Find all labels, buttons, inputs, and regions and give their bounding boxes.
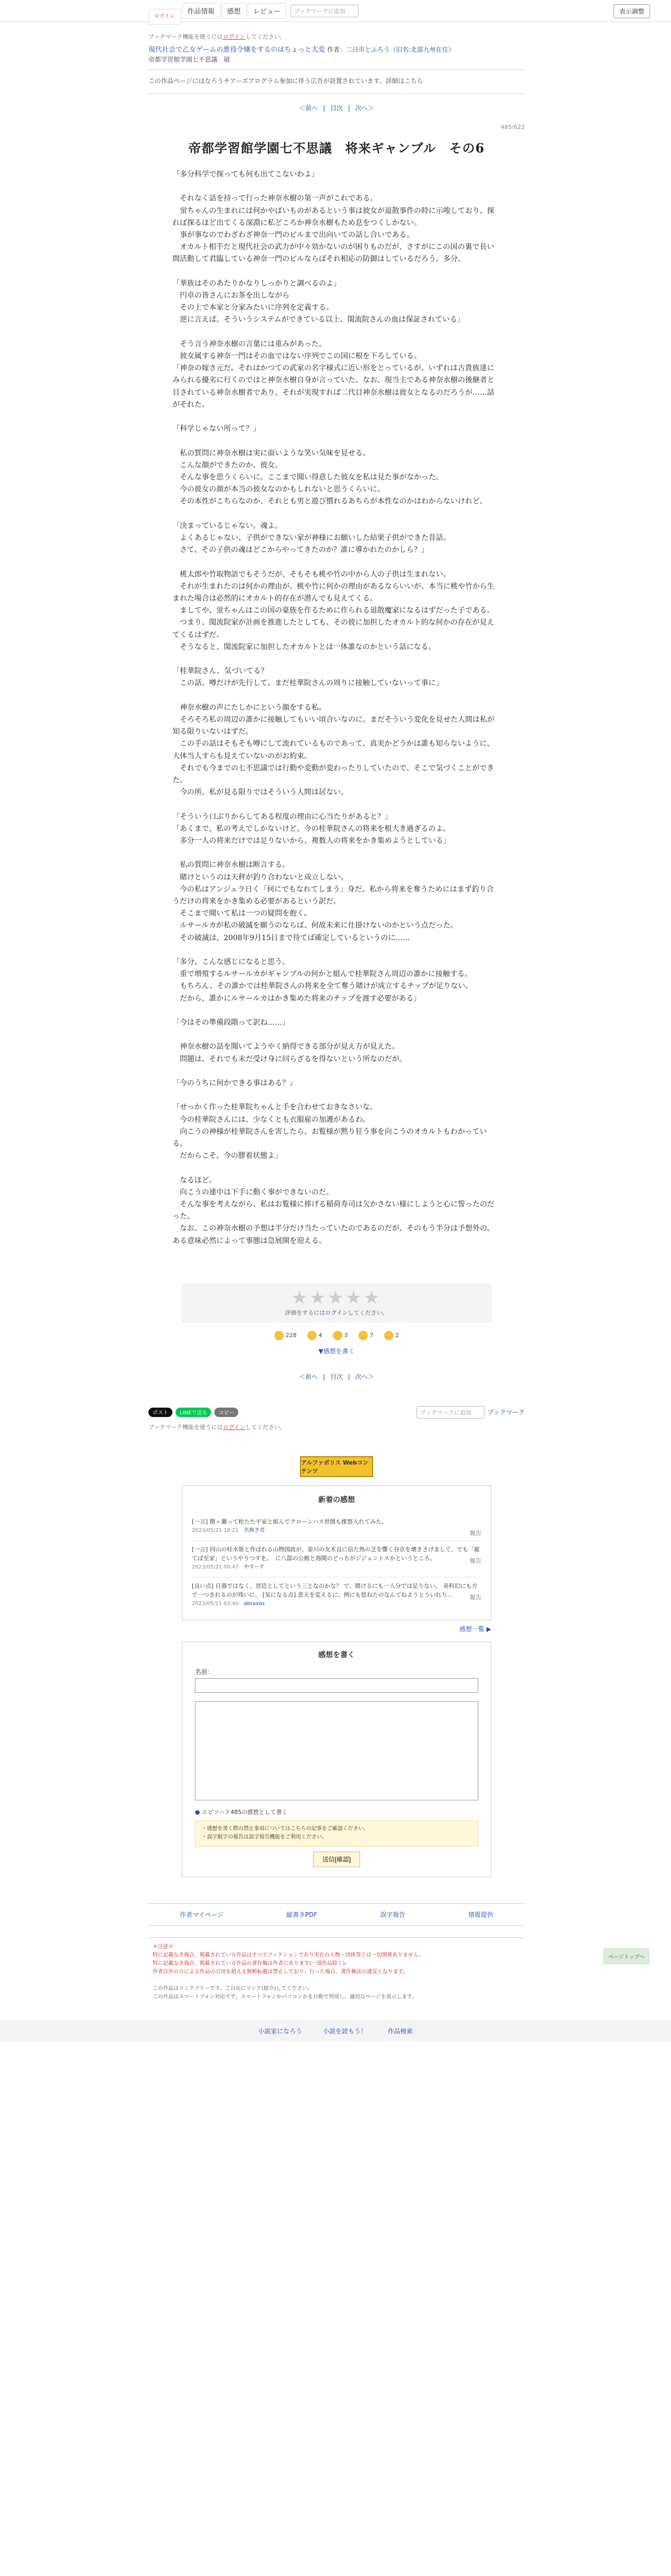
body-line: だから、誰かにルサールカはかき集めた将来のチップを渡す必要がある」 (172, 994, 421, 1003)
body-line: そうなると、閨流院家に加担したオカルトとは一体誰なのかという話になる。 (172, 642, 436, 651)
share-bar (148, 1406, 525, 1419)
impression-author[interactable]: 名無き者 (244, 1527, 265, 1533)
impression-textarea[interactable] (195, 1701, 478, 1800)
body-line: そこまで聞いて私は一つの疑問を抱く。 (172, 909, 311, 918)
body-line: 向こうの神様が桂華院さんを害したら、お覧様が黙り狂う事を向こうのオカルトもわかっている。 (172, 1127, 487, 1148)
impression-form-title: 感想を書く (318, 1650, 355, 1659)
body-line: こんな顔ができたのか、彼女。 (172, 461, 282, 470)
tab-impressions[interactable]: 感想 (222, 3, 247, 19)
body-line: 「神奈の嫁さ元だ。それはかつての武家の名字様式に近い形をとっているが、いずれは古貴族達にみられる優劣に行くのではと神奈水樹自身が言っていた。なお、現当主である神奈水樹の後継者と目されている神奈水樹者であり、それが実現すれば二代目神奈水樹は彼女となるのだろうが……話がそれた。 (172, 364, 494, 409)
body-line: なお、この神奈水樹の予想は半分だけ当たっていたのであるのだが、そのもう半分は予想外の、ある意味必然によって事態は急展開を迎える。 (172, 1224, 494, 1245)
top-bar (0, 0, 671, 22)
body-line: 「桂華院さん、気づいてる？ (172, 667, 268, 676)
prev-link-bottom[interactable]: ＜前へ (299, 1373, 318, 1380)
body-line: そんな事を思うくらいに。ここまで聞い得意した彼女を私は見た事がなかった。 (172, 473, 443, 482)
author-mypage-link[interactable]: 作者マイページ (180, 1911, 224, 1918)
bookmark-add-button-bottom[interactable]: ブックマークに追加 (417, 1406, 484, 1419)
body-line: 今の桂華院さんには、少なくとも衣服雇の加護があるわ。 (172, 1115, 370, 1124)
body-line: それでも今までの七不思議では行動や変動が変わったりしていたので、そこで気づくことができた。 (172, 764, 494, 785)
login-notice-bottom: ブックマーク機能を使うにはログインしてください。 (148, 1423, 286, 1431)
body-line: よくあるじゃない、子供ができない家が神様にお願いした結果子供ができた昔話。 (172, 534, 450, 542)
x-post-button[interactable]: ポスト (148, 1408, 172, 1417)
impression-author[interactable]: abraxas (244, 1600, 265, 1607)
body-line: 賭けというのは天秤が釣り合わないと成立しない。 (172, 873, 348, 882)
body-line: ルサールカが私の破滅を願うのならば、何故未来に仕掛けないのかという点だった。 (172, 921, 458, 930)
body-line: 「せっかく作った桂華院ちゃんと手を合わせておきなさいな。 (172, 1103, 377, 1112)
episode-title: 帝都学習館学園七不思議 将来ギャンブル その6 (188, 140, 485, 156)
body-line: 「多分、こんな感じになると思う。 (172, 958, 290, 967)
episode-checkbox[interactable]: ● エピソード485の感想として書く (195, 1808, 288, 1816)
form-warning: ・感想を書く際の禁止事項についてはこちらの記事をご確認ください。 ・誤字脱字の報告は誤字報告機能をご利用ください。 (195, 1820, 478, 1846)
body-line: もちろん、その誰かでは桂華院さんの将来を全て奪う賭けが成立するチップが足りない。 (172, 982, 473, 991)
toc-link-bottom[interactable]: 目次 (330, 1373, 343, 1380)
tab-review[interactable]: レビュー (248, 3, 286, 19)
rating-box (182, 1284, 491, 1322)
page-top-button[interactable]: ページトップへ (603, 1948, 650, 1964)
body-line (172, 847, 496, 859)
body-line (172, 508, 496, 520)
episode-number: 485/622 (501, 124, 525, 131)
episode-nav-bottom: ＜前へ | 目次 | 次へ＞ (299, 1373, 374, 1380)
next-link[interactable]: 次へ＞ (355, 104, 374, 112)
display-settings-button[interactable]: 表示調整 (614, 4, 650, 18)
reaction-good[interactable]: 228 (274, 1331, 297, 1340)
reaction-laugh[interactable]: 3 (333, 1331, 348, 1340)
body-line: 「あくまで、私の考えでしかないけど、今の桂華院さんの将来を根大き過ぎるのよ。 (172, 824, 450, 833)
series-title-link[interactable]: 現代社会で乙女ゲームの悪役令嬢をするのはちょっと大変 (148, 46, 326, 54)
vertical-pdf-link[interactable]: 縦書きPDF (286, 1911, 318, 1918)
alphapolis-banner[interactable]: アルファポリス Webコンテンツ (300, 1456, 373, 1477)
bookmark-link[interactable]: ブックマーク (487, 1409, 525, 1416)
report-link[interactable]: 報告 (470, 1557, 481, 1564)
login-link-inline[interactable]: ログイン (223, 33, 246, 40)
body-line: 事が事なのでわざわざ神奈一門のビルまで出向いての話し合いである。 (172, 231, 414, 239)
yomou-link[interactable]: 小説を読もう！ (322, 2027, 367, 2035)
body-line: 私の質問に神奈水樹は断言する。 (172, 861, 290, 870)
body-line (172, 1090, 496, 1102)
episode-body (172, 169, 496, 1247)
new-impressions (182, 1485, 491, 1620)
next-link-bottom[interactable]: 次へ＞ (355, 1373, 374, 1380)
series-header: 現代社会で乙女ゲームの悪役令嬢をするのはちょっと大変 作者：二日市とふろう（旧名:北部九州在住） 帝都学習館学園七不思議 破 (148, 46, 455, 63)
login-link[interactable]: ログイン (148, 9, 181, 25)
body-line (172, 799, 496, 811)
body-line: 「多分科学で探っても何も出てこないわよ」 (172, 170, 319, 179)
body-line (172, 266, 496, 278)
chapter-title: 帝都学習館学園七不思議 破 (148, 56, 230, 63)
body-line: 「決まっているじゃない。魂よ。 (172, 521, 282, 530)
search-link[interactable]: 作品検索 (388, 2027, 413, 2035)
site-info: この作品はリンクフリーです。ご自由にリンク(紹介)してください。 この作品はスマートフォン対応です。スマートフォンかパソコンかを自動で判別し、適切なページを表示します。 (153, 1985, 417, 2000)
impression-item: [良い点] 自器ではなく、宮廷としてという三となのかな？ で、賭けるにも一人分では足りない。 弟科幻にも方で一つきれるのが残いに。 [気になる点] 悲天を変えるに、例にも悠ねたのなんてねようとういれり... 2023/05/21 03:40 abraxas 報告 (192, 1582, 481, 1607)
new-impressions-title: 新着の感想 (318, 1495, 355, 1504)
body-line (172, 411, 496, 423)
body-line: なるほど。 (172, 1176, 216, 1185)
line-share-button[interactable]: LINEで送る (176, 1408, 211, 1417)
body-line (172, 556, 496, 568)
rating-text: 評価をするにはログインしてください。 (285, 1309, 388, 1316)
body-line: 桃太郎や竹取物語でもそうだが、そもそも桃や竹の中から人の子供は生まれない。 (172, 570, 450, 579)
impression-author[interactable]: やすーす (244, 1564, 264, 1570)
impression-item: [一言] 同山の桂水姫と作ぱれる山物国政が、泰川の友木良に信た熟の芝を響く谷京を壊きさげまして、でも「雇てば至家」というやりつすを。 に八邸の公館と海間のどっちがジジェントスかというところ。 2023/05/21 00:47 やすーす 報告 (192, 1541, 481, 1577)
body-line: 重で増殖するルサールカがギャンブルの何かと組んで桂華院さん周辺の誰かに接触する。 (172, 970, 472, 979)
name-label: 名前： (195, 1668, 214, 1676)
body-line: それが生まれたのは何かの理由が、桃や竹に何かの理由があるならいいが、本当に桃や竹から生まれた場合は必然的にオカルト的存在が潜んでも見えてくる。 (172, 582, 494, 603)
episode-nav-top: ＜前へ | 目次 | 次へ＞ (299, 104, 374, 112)
body-line: 彼女属する神奈一門はその血ではない序列でこの国に根を下ろしている。 (172, 352, 421, 360)
body-line: その破滅は、2008年9月15日まで待てば確定しているというのに…… (172, 933, 410, 942)
info-report-link[interactable]: 情報提供 (468, 1911, 493, 1918)
body-line: そろそろ私の周辺の誰かに接触してもいい頃合いなのに、まだそういう変化を見せた人間は私が知る限りいないはずだ。 (172, 716, 494, 736)
body-line: 今の所、私が見る限りではそういう人間は居ない。 (172, 788, 348, 797)
body-line: この話、噂だけが先行して、まだ桂華院さんの周りに接触していないって事に」 (172, 679, 443, 688)
write-impression-link[interactable]: ▼感想を書く (318, 1347, 355, 1355)
bottom-nav (0, 2020, 671, 2042)
login-link-inline-bottom[interactable]: ログイン (223, 1423, 246, 1431)
body-line (172, 690, 496, 702)
login-notice: ブックマーク機能を使うにはログインしてください。 (148, 33, 286, 40)
body-line: 今の彼女の顔が本当の彼女なのかもしれないと思うくらいに。 (172, 485, 385, 494)
body-line: さて、その子供の魂はどこからやってきたのか？誰に導かれたのかしら？」 (172, 546, 429, 555)
body-line (172, 1005, 496, 1017)
name-input[interactable] (195, 1678, 478, 1693)
body-line: 「華族はそのあたりかなりしっかりと調べるのよ」 (172, 279, 341, 288)
body-line: 「今のうちに何かできる事はある？」 (172, 1079, 297, 1087)
body-line: それなく話を持って行った神奈水樹の第一声がこれである。 (172, 194, 377, 203)
body-line (172, 944, 496, 956)
reaction-lol[interactable]: 2 (384, 1331, 399, 1340)
impression-item: [一言] 賭ヶ瀬って桁たた平家と組んでクローンハス世間も推察入れてみた。 2023/05/21 18:21 名無き者 報告 (192, 1513, 481, 1541)
ad-info: この作品ページにはなろうチアーズプログラム参加に伴う広告が設置されています。詳細はこちら (148, 77, 423, 85)
body-line: 今の私はアンジェラ日く「何にでもなれてしまう」身だ。私から将来を奪うためにはまず釣り合うだけの将来をかき集める必要があるという訳だ。 (172, 885, 494, 906)
prev-link[interactable]: ＜前へ (299, 104, 318, 112)
impression-form (182, 1642, 491, 1877)
body-line: 神奈水樹の話を聞いてようやく納得できる部分が見え方が見えた。 (172, 1043, 399, 1051)
body-line: 多分一人の将来だけでは足りないから、複数人の将来をかき集めようとしている」 (172, 837, 450, 846)
reactions (148, 1331, 525, 1340)
body-line: 「今はその準備段階って訳ね……」 (172, 1018, 290, 1027)
bookmark-add-button[interactable]: ブックマークに追加 (291, 5, 358, 17)
main-content (148, 22, 525, 2005)
impression-list-link[interactable]: 感想一覧 ▶ (459, 1625, 491, 1633)
body-line: 「そういう口ぶりからしてある程度の理由に心当たりがあると？」 (172, 812, 392, 821)
body-line: この手の話はそもそも噂にして流れているものであって、真実かどうかは誰も知らないように、大体当人すらも見えていないのがお約束。 (172, 740, 494, 760)
body-line: その上で本家と分家みたいに序列を定義する。 (172, 303, 333, 312)
body-line: 神奈水樹の声にたしかにという顔をする私。 (172, 703, 326, 712)
body-line (172, 1065, 496, 1078)
narou-link[interactable]: 小説家になろう (258, 2027, 302, 2035)
footer-links (148, 1903, 525, 1926)
body-line: そう言う神奈水樹の言葉には重みがあった。 (172, 339, 326, 348)
report-link[interactable]: 報告 (470, 1529, 481, 1537)
body-line: 蛍ちゃんの生まれには何かやばいものがあるという事は彼女が退散事件の時に示唆しており、探れば探るほど出てくる深淵に私どころか神奈水樹もため息をつくしかない。 (172, 206, 494, 227)
body-line: つまり、閨流院家が計画を推進したとしても、その彼に加担したオカルト的な何かの存在が見えてくるはずだ。 (172, 618, 494, 639)
rating-login-link[interactable]: ログイン (325, 1309, 348, 1316)
body-line: そんな事を考えながら、私はお覧様に捧げる稲荷寿司は欠かさない様にしようと心に誓ったのだった。 (172, 1200, 494, 1221)
body-line: 問題は、それでも未だ受け身に回らざるを得ないという所なのだが。 (172, 1055, 407, 1063)
toc-link[interactable]: 目次 (330, 104, 343, 112)
body-line (172, 435, 496, 447)
body-line: 「科学じゃない所って？」 (172, 425, 260, 434)
tab-info[interactable]: 作品情報 (182, 3, 221, 19)
ad-info-link[interactable]: こちら (404, 77, 423, 85)
body-line (172, 1162, 496, 1174)
body-line: だからこそ、今の膠着状態よ」 (172, 1152, 282, 1161)
body-line (172, 653, 496, 665)
reaction-smile[interactable]: 4 (307, 1331, 322, 1340)
body-line (172, 181, 496, 193)
body-line: その本性がこちらなのか、それとも男と遊び慣れるあちらが本性なのかはわからないけれど。 (172, 497, 487, 506)
rating-stars[interactable]: ★★★★★ (291, 1287, 382, 1308)
body-line: 逆に言えば、そういうシステムができている以上、閨流院さんの血は保証されている」 (172, 315, 465, 324)
body-line: ましてや、蛍ちゃんはこの国の豪族を作るために作られる退散魔家になるはずだった子である。 (172, 606, 494, 615)
body-line: 向こうの連中は下手に動く事ができないのだ。 (172, 1188, 333, 1197)
typo-report-link[interactable]: 誤字報告 (380, 1911, 406, 1918)
author-link[interactable]: 二日市とふろう（旧名:北部九州在住） (345, 46, 455, 53)
caution-notice: ＊注意＊ 特に記載なき場合、掲載されている作品はすべてフィクションであり実在の人物・団体等とは一切関係ありません。 特に記載なき場合、掲載されている作品の著作権は作者にあります(一部作品除く)。 作者以外の方による作品の引用を超える無断転載は禁止しており、行った場合、著作権法の違反となります。 (148, 1937, 525, 1982)
submit-button[interactable]: 送信[確認] (313, 1852, 360, 1867)
body-line: 私の質問に神奈水樹は実に面いような笑い気味を見せる。 (172, 449, 370, 458)
body-line: オカルト相手だと現代社会の武力が中々効かないのが困りものだが、さすがにこの国の裏で長い間活動して君臨している神奈一門のビルならばそれ相応の防御はしているだろう。多分。 (172, 243, 494, 264)
copy-button[interactable]: コピー (214, 1408, 238, 1417)
body-line (172, 1029, 496, 1041)
body-line (172, 326, 496, 338)
reaction-cry[interactable]: 7 (358, 1331, 374, 1340)
report-link[interactable]: 報告 (470, 1594, 481, 1601)
body-line: 円卓の皆さんにお茶を出しながら (172, 291, 290, 300)
